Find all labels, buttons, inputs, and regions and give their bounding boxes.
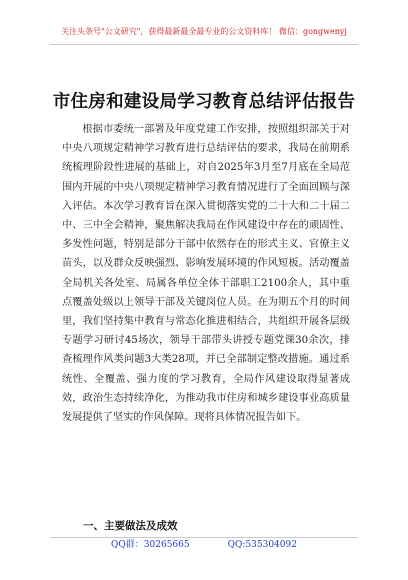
footer-qq-group: QQ群：30265665 (111, 540, 190, 550)
document-title: 市住房和建设局学习教育总结评估报告 (52, 91, 356, 112)
header-divider (50, 44, 358, 45)
footer-contact (0, 539, 408, 551)
intro-paragraph: 根据市委统一部署及年度党建工作安排，按照组织部关于对中央八项规定精神学习教育进行总结评估的要求，我局在前期系统梳理阶段性进展的基础上，对自2025年3月至7月底在全局范围内开展的中央八项规定精神学习教育情况进行了全面回顾与深入评估。本次学习教育旨在深入贯彻落实党的二十大和二十届二中、三中全会精神，聚焦解决我局在作风建设中存在的顽固性、多发性问题，特别是部分干部中依然存在的形式主义、官僚主义苗头，以及群众反映强烈、影响发展环境的作风短板。活动覆盖全局机关各处室、局属各单位全体干部职工2100余人，其中重点覆盖处级以上领导干部及关键岗位人员。在为期五个月的时间里，我们坚持集中教育与常态化推进相结合，共组织开展各层级专题学习研讨45场次，领导干部带头讲授专题党课30余次，排查梳理作风类问题3大类28项，并已全部制定整改措施。通过系统性、全覆盖、强力度的学习教育，全局作风建设取得显著成效，政治生态持续净化，为推动我市住房和城乡建设事业高质量发展提供了坚实的作风保障。现将具体情况报告如下。 (62, 124, 350, 424)
header-promo-note: 关注头条号"公文研究"，获得最新最全最专业的公文资料库！ 微信：gongwenyj (61, 27, 347, 36)
footer-divider (50, 537, 358, 538)
section-heading: 一、主要做法及成效 (83, 520, 178, 532)
document-body (62, 120, 350, 427)
footer-qq-number: QQ:535304092 (227, 540, 297, 550)
